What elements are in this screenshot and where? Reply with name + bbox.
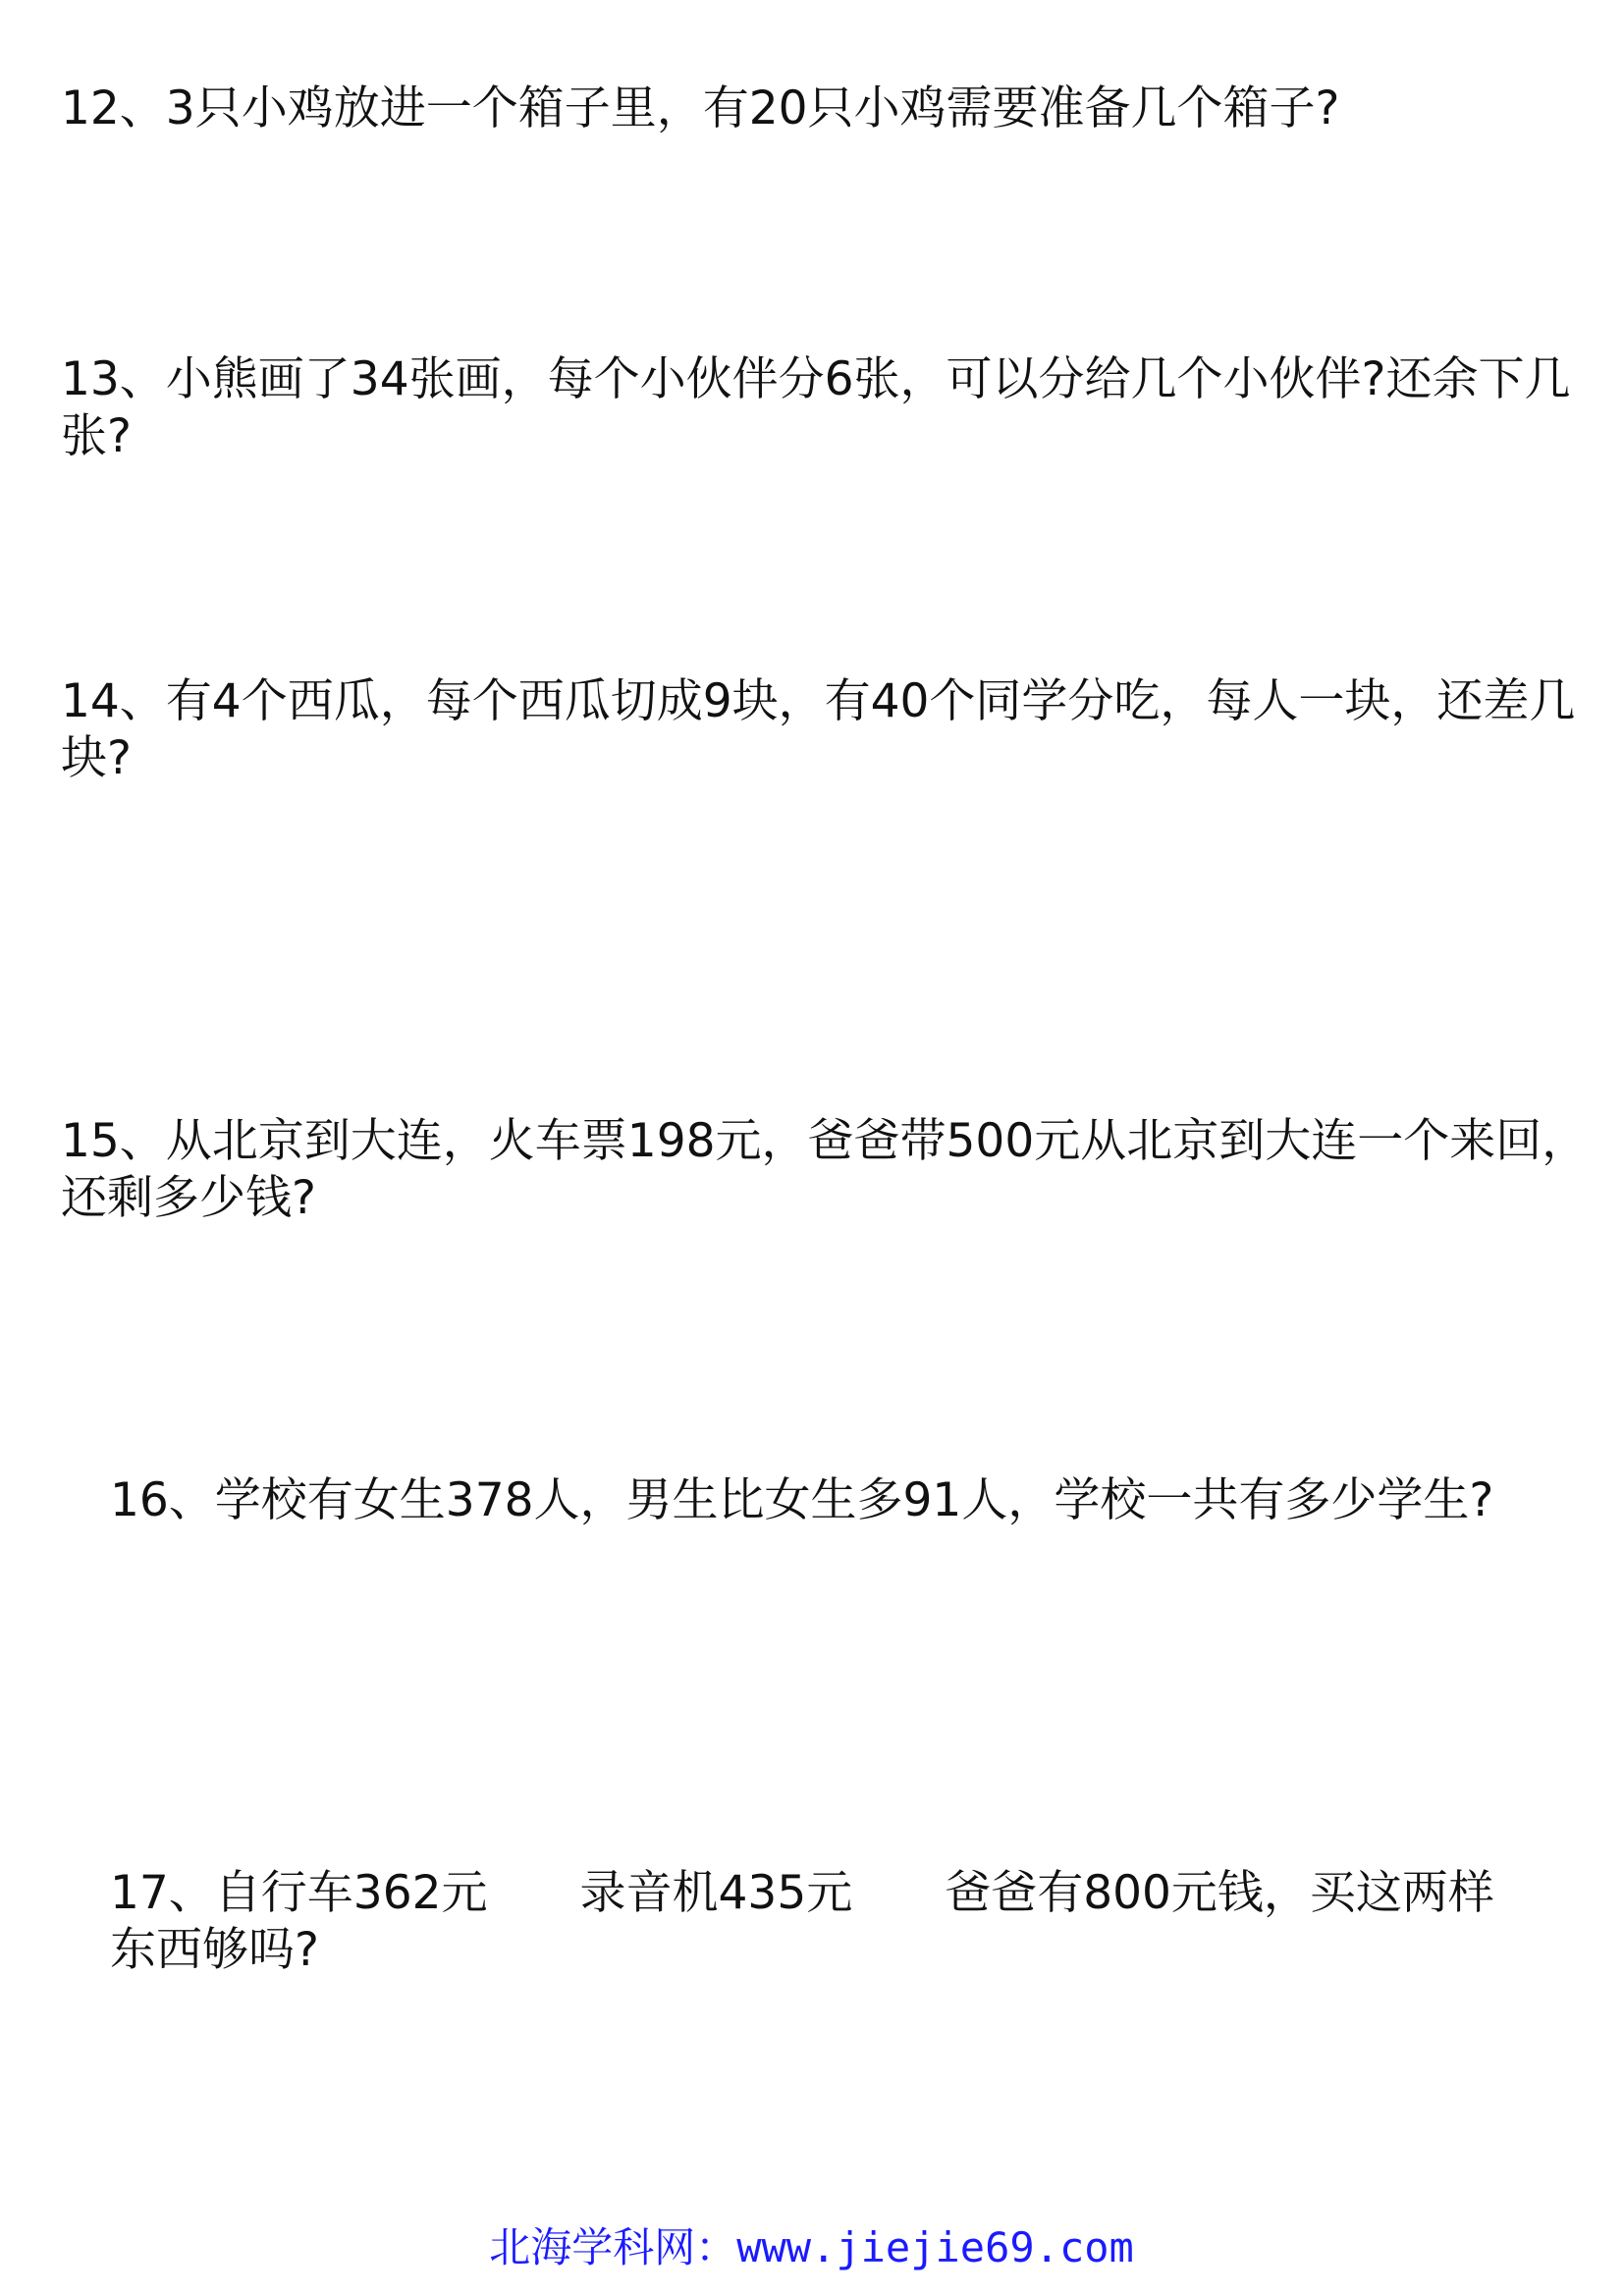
problem-14: 14、有4个西瓜，每个西瓜切成9块，有40个同学分吃，每人一块，还差几块? <box>61 674 1576 785</box>
footer-url-link[interactable]: www.jiejie69.com <box>736 2223 1134 2271</box>
problem-13: 13、小熊画了34张画，每个小伙伴分6张，可以分给几个小伙伴?还余下几张? <box>61 352 1571 463</box>
page-footer <box>0 2220 1623 2275</box>
problem-16: 16、学校有女生378人，男生比女生多91人，学校一共有多少学生? <box>110 1473 1494 1527</box>
footer-site-name: 北海学科网： <box>489 2223 737 2271</box>
problem-17: 17、自行车362元 录音机435元 爸爸有800元钱，买这两样东西够吗? <box>110 1866 1494 1977</box>
problem-12: 12、3只小鸡放进一个箱子里，有20只小鸡需要准备几个箱子? <box>61 81 1340 135</box>
problem-15: 15、从北京到大连，火车票198元，爸爸带500元从北京到大连一个来回，还剩多少钱? <box>61 1114 1589 1225</box>
